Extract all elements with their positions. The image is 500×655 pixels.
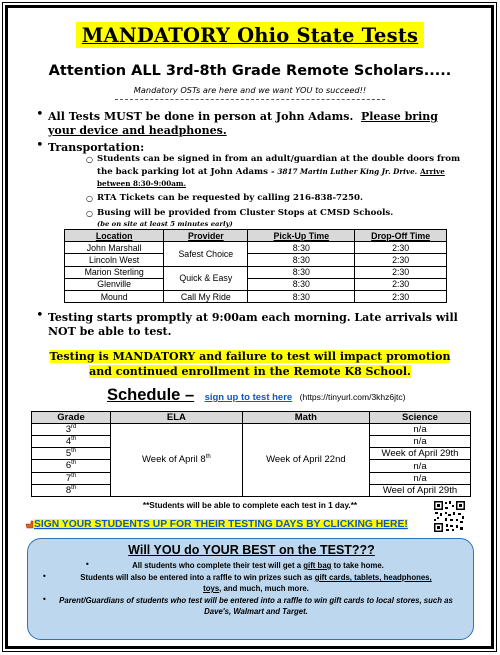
dropoff-cell: 2:30 <box>355 242 447 254</box>
transportation-label: Transportation: <box>48 141 145 154</box>
science-cell: n/a <box>370 460 471 472</box>
bullet-dot: • <box>36 308 44 323</box>
location-cell: Mound <box>65 290 164 302</box>
attention-heading: Attention ALL 3rd-8th Grade Remote Scholars..... <box>48 63 452 79</box>
column-header: ELA <box>111 412 243 424</box>
pickup-cell: 8:30 <box>248 242 355 254</box>
signin-item <box>97 154 477 191</box>
incentive-line-parents: Parent/Guardians of students who test will be entered into a raffle to win gift cards to local stores, such as Dave's, Walmart and Target. <box>59 596 453 616</box>
location-cell: John Marshall <box>65 242 164 254</box>
qr-code-icon[interactable] <box>433 500 466 533</box>
table-header-row <box>65 230 447 242</box>
signin-text: Students can be signed in from an adult/guardian at the double doors from the back parking lot at John Adams - <box>97 154 461 177</box>
grade-cell: 5th <box>32 448 111 460</box>
rta-item: RTA Tickets can be requested by calling 216-838-7250. <box>97 193 363 203</box>
signin-address: 3817 Martin Luther King Jr. Drive. <box>277 166 418 176</box>
bullet-in-person <box>48 110 468 138</box>
bullet-dot: • <box>36 107 44 122</box>
grade-cell: 8th <box>32 484 111 496</box>
math-cell: Week of April 22nd <box>242 424 369 497</box>
tagline: Mandatory OSTs are here and we want YOU to succeed!! <box>133 85 367 95</box>
mandatory-notice-container <box>40 349 460 379</box>
table-row <box>65 242 447 254</box>
dropoff-cell: 2:30 <box>355 290 447 302</box>
science-cell: Week of April 29th <box>370 448 471 460</box>
bullet-dot: • <box>36 138 44 153</box>
transport-table <box>64 229 447 303</box>
bullet-dot: • <box>42 572 47 581</box>
pickup-cell: 8:30 <box>248 254 355 266</box>
science-cell: n/a <box>370 472 471 484</box>
testing-start-text: Testing starts promptly at 9:00am each morning. Late arrivals will NOT be able to test. <box>48 311 458 338</box>
schedule-heading-row <box>107 386 405 405</box>
table-row <box>65 290 447 302</box>
bullet-dot: • <box>42 595 47 604</box>
dropoff-cell: 2:30 <box>355 278 447 290</box>
bring-device-text: Please bring your device and headphones. <box>48 110 438 137</box>
divider <box>115 99 385 100</box>
column-header: Drop-Off Time <box>355 230 447 242</box>
column-header: Math <box>242 412 369 424</box>
provider-cell: Safest Choice <box>164 242 248 266</box>
incentive-box <box>27 538 474 640</box>
grade-cell: 4th <box>32 436 111 448</box>
circle-bullet: ○ <box>86 209 93 218</box>
incentive-line-gift-bag: All students who complete their test will get a gift bag to take home. <box>132 561 384 570</box>
grade-cell: 7th <box>32 472 111 484</box>
table-row <box>32 424 471 436</box>
pickup-cell: 8:30 <box>248 266 355 278</box>
incentive-line-raffle: Students will also be entered into a raffle to win prizes such as gift cards, tablets, headphones, toys, and much, much more. <box>80 573 432 593</box>
dropoff-cell: 2:30 <box>355 266 447 278</box>
location-cell: Lincoln West <box>65 254 164 266</box>
provider-cell: Quick & Easy <box>164 266 248 290</box>
circle-bullet: ○ <box>86 155 93 164</box>
science-cell: Weel of April 29th <box>370 484 471 496</box>
column-header: Provider <box>164 230 248 242</box>
signup-banner-link[interactable]: SIGN YOUR STUDENTS UP FOR THEIR TESTING DAYS BY CLICKING HERE! <box>34 519 408 530</box>
dropoff-cell: 2:30 <box>355 254 447 266</box>
grade-cell: 3rd <box>32 424 111 436</box>
table-header-row <box>32 412 471 424</box>
pickup-cell: 8:30 <box>248 290 355 302</box>
table-row <box>65 254 447 266</box>
column-header: Grade <box>32 412 111 424</box>
schedule-table <box>31 411 471 497</box>
science-cell: n/a <box>370 436 471 448</box>
signup-url: (https://tinyurl.com/3khz6jtc) <box>299 392 406 402</box>
pickup-cell: 8:30 <box>248 278 355 290</box>
circle-bullet: ○ <box>86 194 93 203</box>
signin-arrive: Arrive between 8:30-9:00am. <box>97 166 445 188</box>
location-cell: Glenville <box>65 278 164 290</box>
busing-note: (be on site at least 5 minutes early) <box>97 220 233 228</box>
busing-item: Busing will be provided from Cluster Stops at CMSD Schools. <box>97 208 394 218</box>
schedule-heading: Schedule – <box>107 386 195 404</box>
ela-cell: Week of April 8th <box>111 424 243 497</box>
column-header: Location <box>65 230 164 242</box>
grade-cell: 6th <box>32 460 111 472</box>
page-title: MANDATORY Ohio State Tests <box>76 22 424 48</box>
table-row <box>65 278 447 290</box>
location-cell: Marion Sterling <box>65 266 164 278</box>
incentive-heading: Will YOU do YOUR BEST on the TEST??? <box>128 543 375 557</box>
mandatory-notice: Testing is MANDATORY and failure to test will impact promotion and continued enrollment in the Remote K8 School. <box>49 350 451 378</box>
science-cell: n/a <box>370 424 471 436</box>
bullet-dot: • <box>85 560 90 569</box>
table-row <box>65 266 447 278</box>
provider-cell: Call My Ride <box>164 290 248 302</box>
column-header: Pick-Up Time <box>248 230 355 242</box>
title-container <box>0 22 500 48</box>
column-header: Science <box>370 412 471 424</box>
schedule-note: **Students will be able to complete each test in 1 day.** <box>142 501 358 510</box>
in-person-text: All Tests MUST be done in person at John Adams. <box>48 110 354 123</box>
signup-link[interactable]: sign up to test here <box>204 392 293 403</box>
